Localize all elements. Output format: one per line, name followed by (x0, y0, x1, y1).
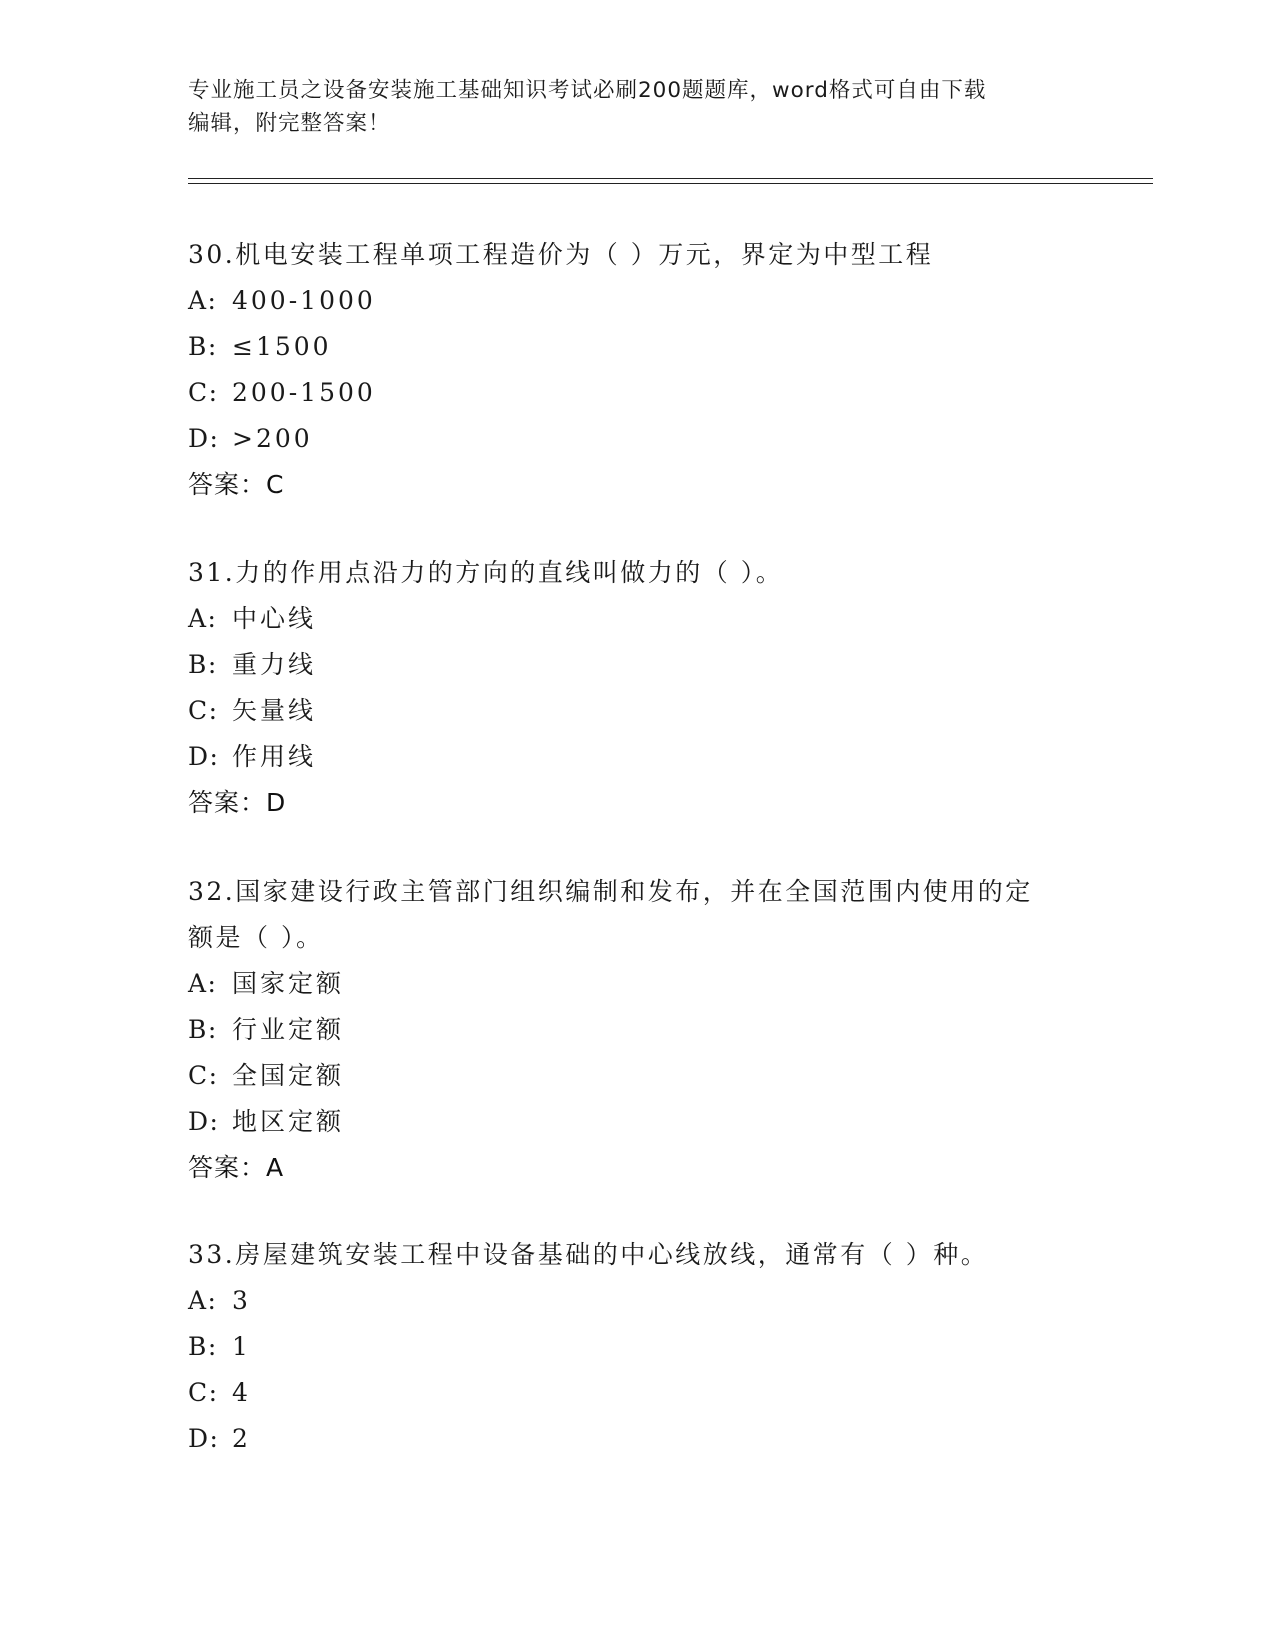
header-divider-top (188, 178, 1153, 179)
option-c (188, 370, 1108, 416)
option-text: 3 (232, 1286, 251, 1315)
option-letter: A: (188, 604, 218, 633)
option-letter: A: (188, 1286, 218, 1315)
question-31 (188, 550, 1108, 826)
question-text: 31.力的作用点沿力的方向的直线叫做力的（ ）。 (188, 558, 784, 587)
option-text: 中心线 (232, 604, 317, 633)
option-c (188, 688, 1108, 734)
option-letter: C: (188, 378, 219, 407)
option-text: 作用线 (232, 742, 317, 771)
option-text: 4 (232, 1378, 251, 1407)
option-text: >200 (232, 424, 313, 453)
question-30 (188, 232, 1108, 508)
answer-line: 答案：C (188, 470, 285, 499)
option-text: 1 (232, 1332, 251, 1361)
option-c (188, 1053, 1108, 1099)
option-letter: B: (188, 332, 218, 361)
option-a (188, 1278, 1108, 1324)
option-letter: B: (188, 1015, 218, 1044)
option-letter: C: (188, 1061, 219, 1090)
question-33 (188, 1232, 1108, 1462)
document-header (188, 74, 1088, 140)
option-text: 400-1000 (232, 286, 376, 315)
header-line-1: 专业施工员之设备安装施工基础知识考试必刷200题题库，word格式可自由下载 (188, 78, 987, 103)
option-letter: D: (188, 1107, 220, 1136)
option-letter: D: (188, 742, 220, 771)
option-b (188, 1324, 1108, 1370)
question-text: 33.房屋建筑安装工程中设备基础的中心线放线，通常有（ ）种。 (188, 1240, 989, 1269)
option-text: 重力线 (232, 650, 317, 679)
option-c (188, 1370, 1108, 1416)
option-letter: B: (188, 650, 218, 679)
option-text: 矢量线 (232, 696, 317, 725)
option-a (188, 278, 1108, 324)
option-d (188, 734, 1108, 780)
question-text: 30.机电安装工程单项工程造价为（ ）万元，界定为中型工程 (188, 240, 934, 269)
header-line-2: 编辑，附完整答案！ (188, 111, 391, 136)
option-letter: A: (188, 286, 218, 315)
option-b (188, 1007, 1108, 1053)
option-b (188, 642, 1108, 688)
answer-line: 答案：A (188, 1153, 285, 1182)
option-text: 地区定额 (232, 1107, 345, 1136)
option-letter: D: (188, 424, 220, 453)
option-text: 国家定额 (232, 969, 345, 998)
option-d (188, 1416, 1108, 1462)
question-text-continued: 额是（ ）。 (188, 923, 324, 952)
option-letter: A: (188, 969, 218, 998)
option-text: ≤1500 (232, 332, 332, 361)
question-32 (188, 869, 1108, 1191)
option-letter: B: (188, 1332, 218, 1361)
option-b (188, 324, 1108, 370)
header-divider-bottom (188, 183, 1153, 184)
option-letter: C: (188, 1378, 219, 1407)
question-text: 32.国家建设行政主管部门组织编制和发布，并在全国范围内使用的定 (188, 877, 1033, 906)
option-text: 全国定额 (232, 1061, 345, 1090)
option-letter: C: (188, 696, 219, 725)
option-a (188, 596, 1108, 642)
option-text: 200-1500 (232, 378, 376, 407)
answer-line: 答案：D (188, 788, 287, 817)
option-d (188, 416, 1108, 462)
option-text: 2 (232, 1424, 251, 1453)
option-a (188, 961, 1108, 1007)
option-text: 行业定额 (232, 1015, 345, 1044)
option-d (188, 1099, 1108, 1145)
option-letter: D: (188, 1424, 220, 1453)
